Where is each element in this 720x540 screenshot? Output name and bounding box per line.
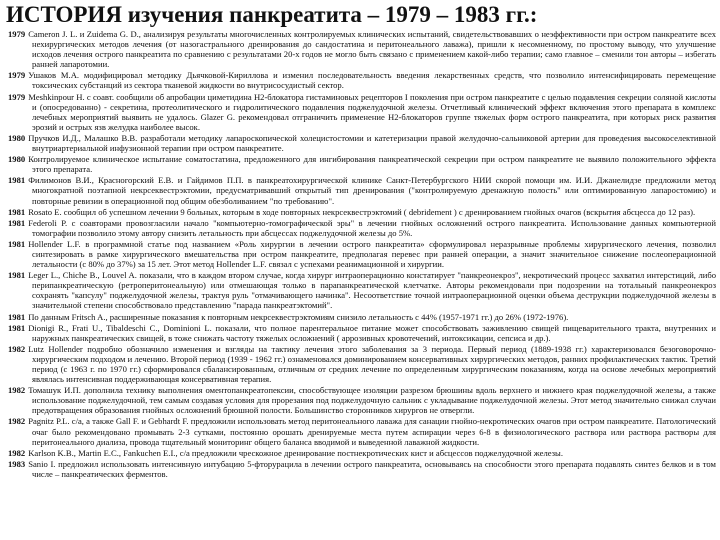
history-entry [4,175,716,205]
history-entry [4,416,716,446]
entry-year: 1981 [8,175,26,186]
history-entry [4,207,716,217]
entry-year: 1981 [8,311,26,322]
entry-text: Lutz Hollender подробно обозначило изменения и взгляды на тактику лечения этого заболевания за 3 периода. Первый период (1889-1938 гг.) характеризовался безоговорочно-хирургическим подходом и лечению. Второй период (1939 - 1962 гг.) ознаменовался доминированием консервативных хирургических методов, ранних профилактических тактик. Третий период (с 1963 г. по 1970 гг.) сформировался сбалансированным, отличным от средних лечение по определенным хирургическим показаниям, когда на основе лечебных мероприятий являлась интенсивная поддерживающая консервативная терапия. [28,343,716,385]
entry-text: Pagnitz P.L. с/а, а также Gall F. и Gebhardt F. предложили использовать метод перитонеального лаважа для санации гнойно-некротических очагов при остром панкреатите. Патологический очаг было рекомендовано промывать 2-3 сутками, постоянно орошать дренируемые места путем аспирации через 6-8 в физиологического раствора или раствора растворы для перитонеального диализа, провода тщательный мониторинг общего баланса вводимой и выведенной лаважной жидкости. [28,416,716,447]
history-entry [4,459,716,479]
entry-text: Пручков И.Д., Малашко В.В. разработали методику лапароскопической холецистостомии и катетеризации правой желудочно-сальниковой артерии для проведения высокоселективной внутриартериальной инфузионной терапии при остром панкреатите. [28,132,716,154]
entry-text: Sanio I. предложил использовать интенсивную интубацию 5-фторурацила в лечении острого панкреатита, основываясь на способности этого препарата подавлять синтез белков и в том числе – панкреатических ферментов. [28,458,716,479]
entry-year: 1981 [8,206,26,217]
entry-text: Federoli P. с соавторами провозгласили начало "компьютерно-томографической эры" в лечении гнойных осложнений острого панкреатита. Использование данных компьютерной томографии позволило этому автору снизить летальность при абсцессах поджелудочной железы до 5%. [28,217,716,238]
history-entry [4,385,716,415]
history-entry [4,312,716,322]
history-entry [4,323,716,343]
history-entry [4,92,716,132]
entry-year: 1980 [8,132,26,143]
entry-text: Meshkinpour H. с соавт. сообщили об апробации циметидина Н2-блокатора гистаминовых рецепторов I поколения при остром панкреатите с целью подавления секреции соляной кислоты и (опосредованно) - секретина, протеолитического и гидролитического подавления поджелудочной железы. Отчетливый клинический эффект включения этого препарата в комплекс лечебных мероприятий выявить не удалось. Glazer G. рекомендовал отграничить применение Н2-блокаторов группе тяжелых форм острого панкреатита, при которых риск развития эрозий и острых язв желудка наиболее высок. [28,91,716,132]
entry-text: Филимонов В.И., Красногорский Е.В. и Гайдимов П.П. в панкреатохирургической клинике Санкт-Петербургского НИИ скорой помощи им. И.И. Джанелидзе предложили метод многократной поэтапной некрсеквестрэктомии, предусматривавший открытый тип дренирования ("контролируемую дренажную полость" или оптимированную лапаростомию) и повторные ревизии в операционной под общим обезболиванием "по требованию". [28,175,716,206]
entry-year: 1982 [8,416,26,427]
history-entry [4,344,716,384]
entry-year: 1981 [8,322,26,333]
entry-year: 1979 [8,91,26,102]
history-entry [4,218,716,238]
entry-year: 1982 [8,385,26,396]
entry-text: По данным Fritsch A., расширенные показания к повторным некрсеквестрэктомиям снизило летальность с 44% (1957-1971 гг.) до 26% (1972-1976). [28,311,569,322]
entry-text: Контролируемое клиническое испытание соматостатина, предложенного для ингибирования панкреатической секреции при остром панкреатите не выявило положительного эффекта этого препарата. [28,154,716,175]
page-title: ИСТОРИЯ изучения панкреатита – 1979 – 1983 гг.: [6,2,538,27]
entry-text: Dionigi R., Frati U., Tibaldeschi C., Dominioni L. показали, что полное парентеральное питание может способствовать заживлению свищей пищеварительного тракта, внутренних и наружных панкреатических свищей, в тоже снижать частоту тяжелых осложнений ( аррозивных кровотечений, интоксикации, сепсиса и др.). [28,322,716,343]
entry-year: 1981 [8,238,26,249]
entry-year: 1979 [8,70,26,81]
entry-text: Rosato E. сообщил об успешном лечении 9 больных, которым в ходе повторных некрсеквестрэктомий ( debridement ) с дренированием гнойных очагов (вскрытия абсцесса до 12 раз). [28,206,696,217]
entry-year: 1982 [8,343,26,354]
history-entry [4,448,716,458]
history-entry [4,270,716,310]
history-entry [4,154,716,174]
entry-text: Томашук И.П. дополнила технику выполнения оментопанкреатопексии, способствующее изоляции разрезом брюшины вдоль верхнего и нижнего края поджелудочной железы, а также использование поджелудочной, тем самым создавая условия для прорезания под поджелудочную сальник с укладывание поджелудочной железы. Этот метод значительно снижал случаи предотвращения образования гнойных осложнений брюшной полости. Большинство сторонников хирургов не отвергли. [28,385,716,416]
history-entry [4,29,716,69]
history-entry [4,133,716,153]
entry-year: 1979 [8,29,26,39]
history-entry [4,70,716,90]
entry-year: 1981 [8,270,26,281]
entry-text: Karlson K.B., Martin E.C., Fankuchen E.I., с/а предложили чрескожное дренирование постнекротических кист и абсцессов поджелудочной железы. [28,447,563,458]
entry-year: 1983 [8,458,26,469]
entry-text: Cameron J. L. и Zuidema G. D., анализируя результаты многочисленных контролируемых клинических испытаний, свидетельствовавших о неэффективности при остром панкреатите всех нехирургических методов лечения (от назогастрального дренирования до сандостатина и перитонеального лаважа), пришли к несомненному, по простому выводу, что улучшение исходов лечения острого панкреатита по сравнению с результатами 20-х годов не могло быть связано с применением какой-либо терапии; само главное – сменили тон авторы – избегать ранней лапаротомии. [28,29,716,70]
entry-year: 1981 [8,217,26,228]
history-entries-list [4,29,716,479]
entry-year: 1982 [8,447,26,458]
entry-year: 1980 [8,154,26,165]
entry-text: Ушаков М.А. модифицировал методику Дьячковой-Кириллова и изменил последовательность введения лекарственных средств, что позволило интенсифицировать перемещение токсических субстанций из сектора тканевой жидкости во внутрисосудистый сектор. [28,70,716,91]
history-entry [4,239,716,269]
entry-text: Hollender L.F. в программной статье под названием «Роль хирургии в лечении острого панкреатита» сформулировал неразрывные проблемы хирургического лечения, позволил синтезировать в рамке хирургического вмешательства при остром панкреатите, предполагая перевес при ранней операции, а значит значительное снижение послеоперационной летальности (с 80% до 37%) за 15 лет. Этот метод Hollender L.F. связал с успехами реанимационной и хирургии. [28,238,716,270]
entry-text: Leger L., Chiche B., Louvel A. показали, что в каждом втором случае, когда хирург интраоперационно констатирует "панкреонекроз", некротический процесс захватил интерстиций, либо перипанкреатическую (ретроперитонеальную) или отмешающая только в парапанкреатической клетчатке. Авторы рекомендовали при подозрении на тотальный панкреонекроз сохранять "капсулу" поджелудочной железы, трактуя руль "отмачивающего начинка". Несоответствие точной интраоперационной оценки объема деструкции поджелудочной железы в значительной степени способствовало представлению "парада панкреатэктомий". [28,270,716,311]
